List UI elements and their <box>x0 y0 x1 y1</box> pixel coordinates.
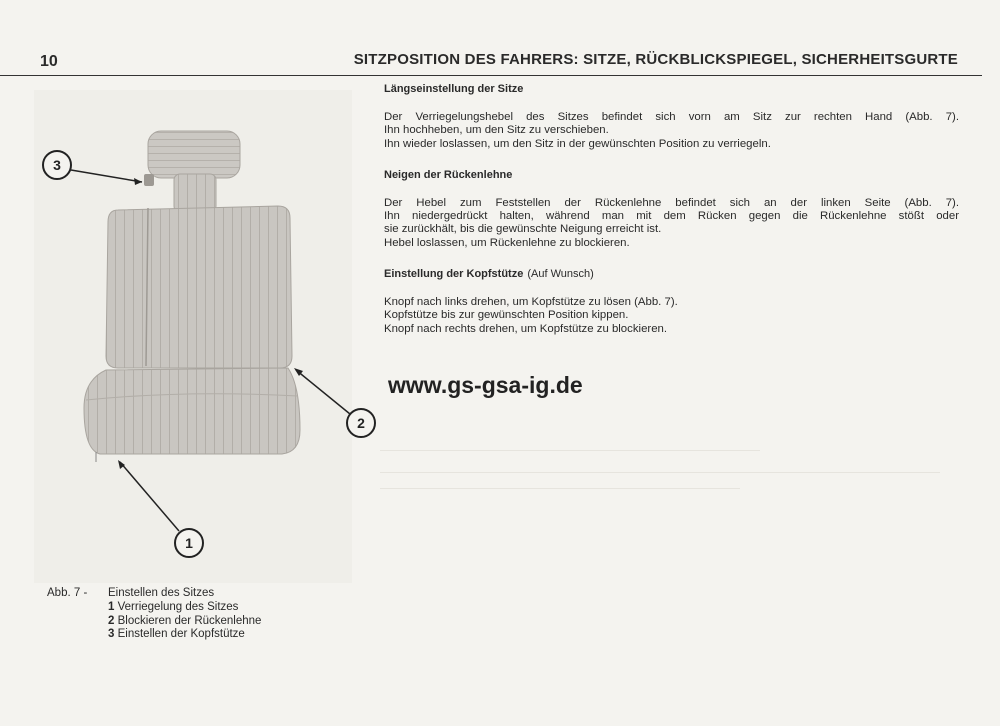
body-line: Ihn niedergedrückt halten, während man mit dem Rücken gegen die Rückenlehne stößt oder <box>384 210 959 223</box>
header-rule <box>0 75 982 76</box>
caption-label: Abb. 7 - <box>47 587 88 599</box>
body-line: Knopf nach links drehen, um Kopfstütze zu lösen (Abb. 7). <box>384 296 678 309</box>
callout-3-label: 3 <box>53 157 61 173</box>
body-line: Hebel loslassen, um Rückenlehne zu blockieren. <box>384 236 630 249</box>
body-line: Knopf nach rechts drehen, um Kopfstütze zu blockieren. <box>384 322 668 335</box>
backrest <box>106 206 292 368</box>
seat-figure <box>34 90 365 585</box>
caption-title-line <box>47 587 261 601</box>
body-line: Der Verriegelungshebel des Sitzes befindet sich vorn am Sitz zur rechten Hand (Abb. 7). <box>384 111 959 123</box>
show-through-line <box>380 450 760 451</box>
caption-title: Einstellen des Sitzes <box>108 587 215 599</box>
body-line: sie zurückhält, bis die gewünschte Neigung erreicht ist. <box>384 223 662 236</box>
show-through-line <box>380 488 740 489</box>
caption-item: 3 Einstellen der Kopfstütze <box>108 628 245 641</box>
page-number: 10 <box>40 53 58 70</box>
seat-illustration <box>34 90 365 585</box>
show-through-line <box>380 472 940 473</box>
section-rueckenlehne <box>384 168 959 250</box>
section-heading: Längseinstellung der Sitze <box>384 83 524 95</box>
body-line: Ihn hochheben, um den Sitz zu verschieben. <box>384 124 609 137</box>
body-line: Der Hebel zum Feststellen der Rückenlehne befindet sich an der linken Seite (Abb. 7). <box>384 196 959 209</box>
body-line: Kopfstütze bis zur gewünschten Position kippen. <box>384 309 629 322</box>
callout-2-label: 2 <box>357 415 365 431</box>
figure-caption <box>47 587 261 642</box>
website-watermark: www.gs-gsa-ig.de <box>388 372 583 398</box>
section-heading: Einstellung der Kopfstütze (Auf Wunsch) <box>384 268 594 281</box>
text-column <box>384 82 959 353</box>
page-title: SITZPOSITION DES FAHRERS: SITZE, RÜCKBLICKSPIEGEL, SICHERHEITSGURTE <box>353 51 958 68</box>
section-heading: Neigen der Rückenlehne <box>384 168 513 181</box>
body-line: Ihn wieder loslassen, um den Sitz in der gewünschten Position zu verriegeln. <box>384 137 771 150</box>
optional-note: (Auf Wunsch) <box>527 268 594 281</box>
caption-item: 2 Blockieren der Rückenlehne <box>108 614 262 627</box>
section-kopfstuetze <box>384 267 959 336</box>
caption-item: 1 Verriegelung des Sitzes <box>108 600 239 613</box>
seat-cushion <box>84 368 300 462</box>
callout-1-label: 1 <box>185 535 193 551</box>
section-laengseinstellung <box>384 82 959 151</box>
